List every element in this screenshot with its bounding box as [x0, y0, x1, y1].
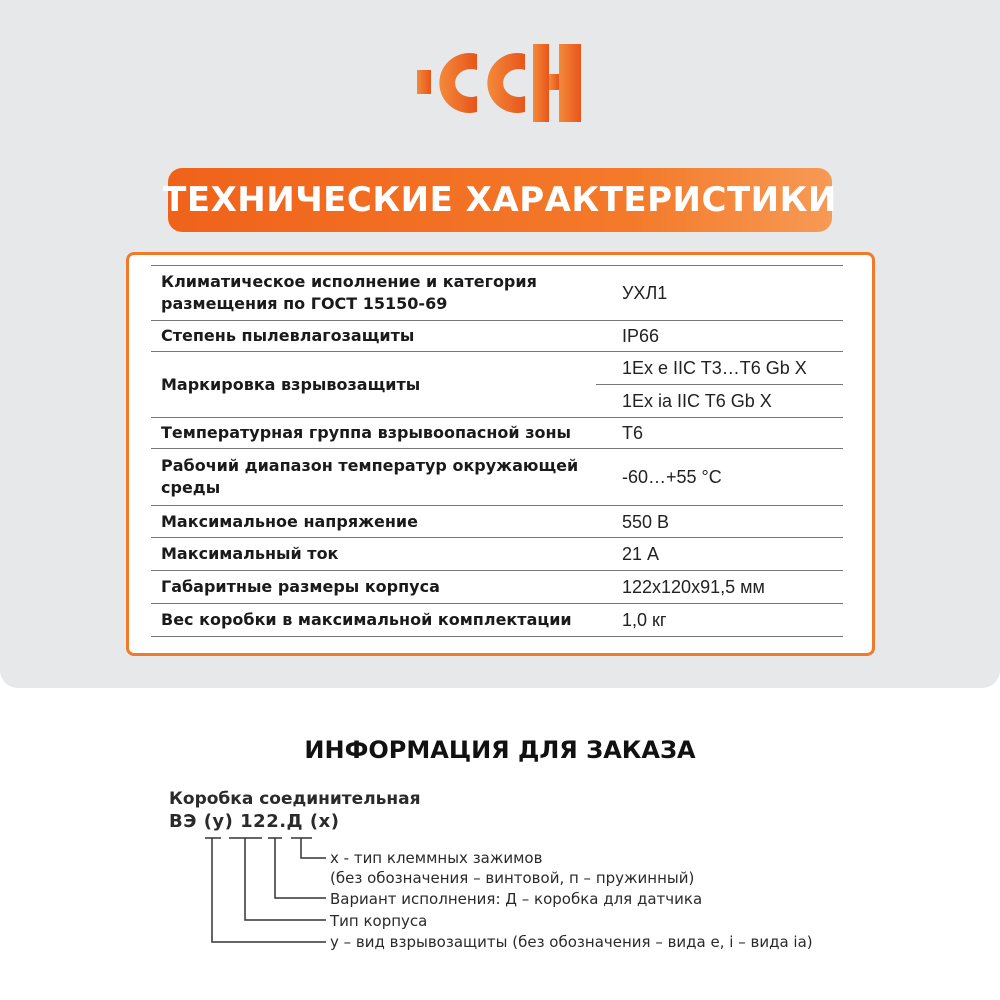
spec-value: 1Ex e IIC T3…T6 Gb X [596, 352, 843, 385]
spec-label: Маркировка взрывозащиты [151, 352, 596, 418]
spec-label: Максимальный ток [151, 538, 596, 571]
table-row [151, 321, 843, 352]
legend-item: Вариант исполнения: Д – коробка для датчика [330, 890, 703, 908]
table-row [151, 571, 843, 604]
table-row [151, 352, 843, 385]
spec-label: Климатическое исполнение и категория размещения по ГОСТ 15150-69 [151, 266, 596, 321]
product-name: Коробка соединительная [169, 789, 421, 809]
legend-item: (без обозначения – винтовой, п – пружинный) [330, 869, 695, 887]
spec-label: Максимальное напряжение [151, 506, 596, 538]
table-row [151, 506, 843, 538]
ccl-logo-icon [415, 40, 585, 126]
spec-label: Температурная группа взрывоопасной зоны [151, 418, 596, 449]
spec-value: 21 А [596, 538, 843, 571]
spec-value: 1,0 кг [596, 604, 843, 637]
spec-label: Степень пылевлагозащиты [151, 321, 596, 352]
spec-card [126, 252, 875, 656]
spec-label: Габаритные размеры корпуса [151, 571, 596, 604]
legend-item: х - тип клеммных зажимов [330, 849, 543, 867]
spec-value: IP66 [596, 321, 843, 352]
table-row [151, 449, 843, 506]
spec-value: Т6 [596, 418, 843, 449]
spec-value: 122х120х91,5 мм [596, 571, 843, 604]
table-row [151, 266, 843, 321]
spec-value: УХЛ1 [596, 266, 843, 321]
spec-value: 550 В [596, 506, 843, 538]
spec-label: Вес коробки в максимальной комплектации [151, 604, 596, 637]
spec-table [151, 265, 843, 637]
table-row [151, 538, 843, 571]
table-row [151, 418, 843, 449]
title-banner [163, 168, 837, 232]
order-title: ИНФОРМАЦИЯ ДЛЯ ЗАКАЗА [304, 736, 696, 764]
product-code: ВЭ (у) 122.Д (х) [169, 811, 340, 832]
legend-item: у – вид взрывозащиты (без обозначения – вида е, i – вида ia) [330, 933, 813, 951]
spec-value: -60…+55 °С [596, 449, 843, 506]
page-title: ТЕХНИЧЕСКИЕ ХАРАКТЕРИСТИКИ [163, 180, 837, 220]
spec-value: 1Ex ia IIC T6 Gb X [596, 385, 843, 418]
table-row [151, 604, 843, 637]
spec-label: Рабочий диапазон температур окружающей среды [151, 449, 596, 506]
legend-item: Тип корпуса [330, 912, 428, 930]
